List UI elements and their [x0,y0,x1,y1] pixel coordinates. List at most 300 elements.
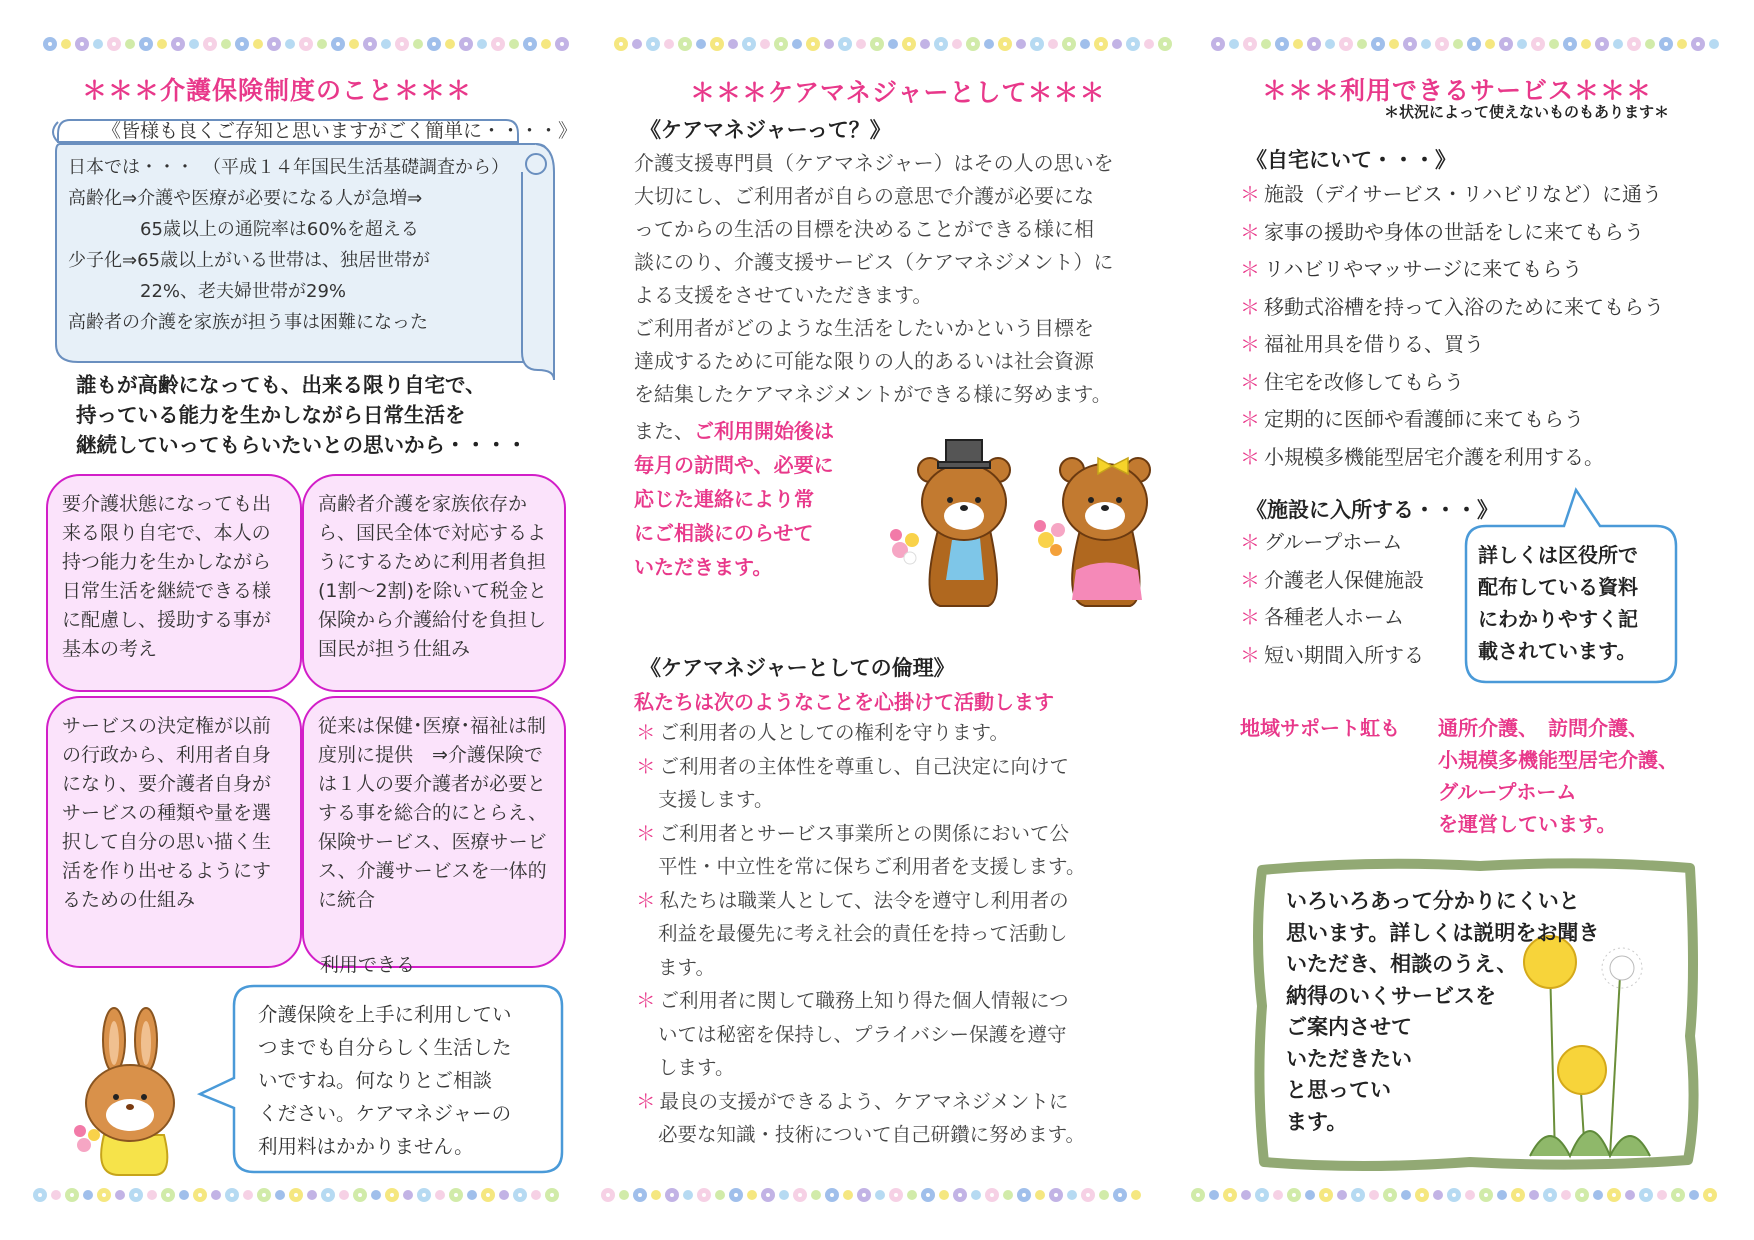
border-flower [619,1190,629,1200]
border-flower [651,1190,661,1200]
border-flower-center [1003,42,1007,46]
col2-subtitle-1: 《ケアマネジャーって？》 [640,118,891,142]
border-flower-center [1054,1193,1058,1197]
border-flower-center [1472,42,1476,46]
bubble-line: 利用料はかかりません。 [258,1135,474,1158]
ethic-line: ご利用者に関して職務上知り得た個人情報につ [659,989,1069,1012]
border-flower [509,39,519,49]
border-flower [1421,39,1431,49]
border-flower [1209,1190,1219,1200]
border-flower-center [144,42,148,46]
bullet-star: ＊ [636,989,656,1012]
border-flower-center [875,42,879,46]
border-flower-center [1568,42,1572,46]
scroll-header: 《皆様も良くご存知と思いますがごく簡単に・・・・》 [102,120,578,142]
border-flower-center [1228,1193,1232,1197]
border-flower [147,1190,157,1200]
border-flower [824,39,834,49]
bullet-star: ＊ [1240,369,1260,394]
scroll-text [68,152,508,338]
ethic-line: ご利用者の主体性を尊重し、自己決定に向けて [659,754,1070,778]
border-flower [1131,1190,1141,1200]
border-flower-center [747,42,751,46]
border-flower [1517,39,1527,49]
border-flower [1625,1190,1635,1200]
border-flower [1048,39,1058,49]
bullet-star: ＊ [1240,642,1260,667]
border-flower-center [651,42,655,46]
service-label: 家事の援助や身体の世話をしに来てもらう [1264,219,1644,244]
border-flower [179,1190,189,1200]
border-flower-center [294,1193,298,1197]
border-flower [1453,39,1463,49]
service-label: 定期的に医師や看護師に来てもらう [1264,407,1584,431]
border-flower-center [176,42,180,46]
facility-services-list [1240,524,1424,674]
border-flower-center [48,42,52,46]
border-flower [1689,1190,1699,1200]
border-flower-center [496,42,500,46]
border-flower [683,1190,693,1200]
para2-prefix: また、 [634,419,694,443]
bubble-line: つまでも自分らしく生活した [258,1036,512,1059]
border-flower-center [262,1193,266,1197]
org-line: を運営しています。 [1438,812,1617,836]
border-flower [381,39,391,49]
closing-line: いろいろあって分かりにくいと [1286,889,1580,913]
border-flower [1677,39,1687,49]
ethic-line: いては秘密を保持し、プライバシー保護を遵守 [658,1022,1067,1046]
border-flower-center [1216,42,1220,46]
bullet-star: ＊ [636,821,656,845]
border-flower-center [336,42,340,46]
border-flower-center [766,1193,770,1197]
para-line: 大切にし、ご利用者が自らの意思で介護が必要にな [634,184,1094,208]
border-flower-center [958,1193,962,1197]
border-flower-center [1086,1193,1090,1197]
intro-line: 誰もが高齢になっても、出来る限り自宅で、 [76,373,486,397]
service-item [1240,599,1424,637]
border-flower-center [1548,1193,1552,1197]
border-flower-center [1324,1193,1328,1197]
border-flower [339,1190,349,1200]
border-flower [221,39,231,49]
service-label: 住宅を改修してもらう [1264,369,1464,394]
border-flower-center [528,42,532,46]
ethic-line: 利益を最優先に考え社会的責任を持って活動し [658,922,1068,945]
border-flower [1305,1190,1315,1200]
service-item [1240,637,1424,675]
closing-line: 思います。詳しくは説明をお聞き [1286,920,1600,945]
border-flower-center [1632,42,1636,46]
scroll-line: 65歳以上の通院率は60%を超える [68,219,419,240]
scroll-line: 高齢化⇒介護や医療が必要になる人が急増⇒ [68,188,423,209]
concept-box-choice: サービスの決定権が以前の行政から、利用者自身になり、要介護者自身がサービスの種類や量を選択して自分の思い描く生活を作り出せるようにするための仕組み [46,696,302,968]
border-flower-center [830,1193,834,1197]
border-flower-center [550,1193,554,1197]
scroll-line: 高齢者の介護を家族が担う事は困難になった [68,312,428,333]
service-item [1240,524,1424,562]
para-line: 談にのり、介護支援サービス（ケアマネジメント）に [634,250,1114,274]
border-flower-center [670,1193,674,1197]
col3-subtitle-home: 《自宅にいて・・・》 [1246,148,1456,172]
bullet-star: ＊ [1240,444,1260,469]
service-item [1240,214,1664,252]
border-flower [83,1190,93,1200]
ethic-line: します。 [658,1056,735,1079]
concept-box-society: 高齢者介護を家族依存から、国民全体で対応するようにするために利用者負担(1割～2割)を除いて税金と保険から介護給付を負担し国民が担う仕組み [302,474,566,692]
border-flower [779,1190,789,1200]
border-flower-center [1484,1193,1488,1197]
border-flower-center [1118,1193,1122,1197]
border-flower-center [1312,42,1316,46]
bubble-line: にわかりやすく記 [1478,607,1638,631]
border-flower [349,39,359,49]
border-flower-center [1408,42,1412,46]
service-item [1240,251,1664,289]
org-services [1438,712,1678,840]
border-flower [413,39,423,49]
border-flower-center [1644,1193,1648,1197]
border-flower [531,1190,541,1200]
service-label: 各種老人ホーム [1264,605,1404,629]
border-flower [1067,1190,1077,1200]
home-services-list [1240,176,1664,476]
border-flower [61,39,71,49]
border-flower [1709,39,1719,49]
service-item [1240,176,1664,214]
border-flower [792,39,802,49]
border-flower [1369,1190,1379,1200]
border-flower [984,39,994,49]
para2-line: 応じた連絡により常 [634,487,814,511]
border-flower [1035,1190,1045,1200]
border-flower [715,1190,725,1200]
service-label: グループホーム [1264,530,1403,554]
bubble-line: 詳しくは区役所で [1478,543,1638,567]
border-flower-center [1022,1193,1026,1197]
bullet-star: ＊ [1240,182,1260,206]
border-flower-center [1420,1193,1424,1197]
border-flower-center [1676,1193,1680,1197]
border-flower [93,39,103,49]
border-flower-center [1196,1193,1200,1197]
box4-tail: 利用できる [320,954,416,976]
border-flower [939,1190,949,1200]
concept-box-integrated: 従来は保健･医療･福祉は制度別に提供 ⇒介護保険では１人の要介護者が必要とする事を総合的にとらえ、保険サービス、医療サービス、介護サービスを一体的に統合 [302,696,566,968]
org-line: 小規模多機能型居宅介護、 [1438,748,1678,772]
ethic-item [636,750,1085,817]
concept-box-home: 要介護状態になっても出来る限り自宅で、本人の持つ能力を生かしながら日常生活を継続できる様に配慮し、援助する事が基本の考え [46,474,302,692]
para-line: ってからの生活の目標を決めることができる様に相 [634,217,1094,241]
border-flower [856,39,866,49]
border-flower-center [1612,1193,1616,1197]
col3-bubble-text [1478,539,1638,667]
border-flower [1613,39,1623,49]
intro-line: 持っている能力を生かしながら日常生活を [76,403,466,427]
border-flower [971,1190,981,1200]
border-flower [1497,1190,1507,1200]
border-flower-center [80,42,84,46]
border-flower-center [230,1193,234,1197]
ethic-line: 平性・中立性を常に保ちご利用者を支援します。 [658,855,1086,878]
service-label: 福祉用具を借りる、買う [1264,332,1484,356]
flower-border-top-3 [1210,34,1730,54]
border-flower-center [1600,42,1604,46]
ethic-line: ご利用者の人としての権利を守ります。 [659,721,1009,744]
border-flower-center [304,42,308,46]
border-flower-center [1292,1193,1296,1197]
border-flower-center [1504,42,1508,46]
service-item [1240,289,1664,327]
border-flower [477,39,487,49]
border-flower-center [939,42,943,46]
bullet-star: ＊ [1240,605,1260,629]
bullet-star: ＊ [1240,567,1260,592]
flower-border-bottom-3 [1190,1185,1720,1205]
col3-title: ＊＊＊利用できるサービス＊＊＊ [1262,76,1653,105]
service-item [1240,439,1664,477]
border-flower [157,39,167,49]
border-flower [1357,39,1367,49]
org-line: 通所介護、 訪問介護、 [1438,716,1648,740]
col1-title: ＊＊＊介護保険制度のこと＊＊＊ [82,76,473,105]
border-flower [1293,39,1303,49]
border-flower [403,1190,413,1200]
ethic-line: ご利用者とサービス事業所との関係において公 [659,821,1070,845]
border-flower [1593,1190,1603,1200]
bubble-line: いですね。何なりとご相談 [258,1069,493,1092]
border-flower-center [272,42,276,46]
service-label: 小規模多機能型居宅介護を利用する。 [1264,444,1604,469]
closing-line: ます。 [1286,1109,1348,1134]
border-flower-center [358,1193,362,1197]
ethic-item [636,884,1085,985]
intro-line: 継続していってもらいたいとの思いから・・・・ [76,433,527,457]
org-line: グループホーム [1438,780,1577,804]
border-flower-center [811,42,815,46]
border-flower-center [1452,1193,1456,1197]
bullet-star: ＊ [1240,257,1260,281]
border-flower [811,1190,821,1200]
border-flower-center [432,42,436,46]
border-flower [1337,1190,1347,1200]
ethic-line: 最良の支援ができるよう、ケアマネジメントに [659,1089,1069,1113]
border-flower-center [1163,42,1167,46]
closing-line: ご案内させて [1286,1015,1412,1039]
border-flower [371,1190,381,1200]
border-flower-center [422,1193,426,1197]
border-flower [253,39,263,49]
border-flower-center [166,1193,170,1197]
service-item [1240,364,1664,402]
border-flower [888,39,898,49]
bubble-line: 配布している資料 [1478,575,1638,599]
border-flower [1433,1190,1443,1200]
border-flower-center [1035,42,1039,46]
para2-line: いただきます。 [634,555,773,579]
border-flower [875,1190,885,1200]
closing-line: いただきたい [1286,1046,1412,1071]
closing-line: と思ってい [1286,1078,1391,1102]
border-flower [1325,39,1335,49]
border-flower [275,1190,285,1200]
border-flower-center [1067,42,1071,46]
col2-para1 [634,147,1114,411]
border-flower-center [606,1193,610,1197]
border-flower-center [1344,42,1348,46]
border-flower [467,1190,477,1200]
border-flower [1144,39,1154,49]
bullet-star: ＊ [1240,407,1260,431]
border-flower [435,1190,445,1200]
ethics-list [636,716,1085,1152]
border-flower [1273,1190,1283,1200]
border-flower-center [560,42,564,46]
border-flower-center [683,42,687,46]
border-flower [499,1190,509,1200]
para2-line: にご相談にのらせて [634,521,814,545]
border-flower-center [1376,42,1380,46]
para2-line: ご利用開始後は [694,419,834,443]
service-label: リハビリやマッサージに来てもらう [1264,257,1583,281]
closing-line: 納得のいくサービスを [1286,983,1496,1008]
border-flower [1099,1190,1109,1200]
border-flower [1581,39,1591,49]
col3-subtitle-facility: 《施設に入所する・・・》 [1246,498,1498,522]
para-line: 達成するために可能な限りの人的あるいは社会資源 [634,349,1094,373]
border-flower-center [1099,42,1103,46]
col3-note: ＊状況によって使えないものもあります＊ [1384,103,1670,121]
border-flower [1229,39,1239,49]
border-flower-center [208,42,212,46]
border-flower [952,39,962,49]
ethic-line: 必要な知識・技術について自己研鑽に努めます。 [658,1123,1086,1146]
service-label: 移動式浴槽を持って入浴のために来てもらう [1264,294,1664,319]
border-flower [1485,39,1495,49]
border-flower [1465,1190,1475,1200]
border-flower-center [1260,1193,1264,1197]
ethic-item [636,984,1085,1085]
service-label: 短い期間入所する [1264,642,1424,667]
para-line: を結集したケアマネジメントができる様に努めます。 [634,382,1112,406]
bullet-star: ＊ [1240,294,1260,319]
border-flower [843,1190,853,1200]
border-flower [1549,39,1559,49]
org-label: 地域サポート虹も [1240,716,1400,740]
para2-line: 毎月の訪問や、必要に [634,453,834,477]
border-flower-center [102,1193,106,1197]
border-flower-center [368,42,372,46]
ethic-item [636,817,1085,884]
border-flower [307,1190,317,1200]
flower-border-bottom-2 [600,1185,1155,1205]
border-flower [632,39,642,49]
border-flower [285,39,295,49]
bullet-star: ＊ [636,721,656,744]
border-flower-center [907,42,911,46]
scroll-line: 日本では・・・ （平成１４年国民生活基礎調査から） [68,157,509,178]
col1-bubble-text [258,998,512,1163]
bubble-line: 載されています。 [1478,639,1637,663]
border-flower [1389,39,1399,49]
border-flower-center [638,1193,642,1197]
ethic-line: 私たちは職業人として、法令を遵守し利用者の [659,888,1069,912]
border-flower [728,39,738,49]
border-flower-center [326,1193,330,1197]
border-flower [696,39,706,49]
border-flower-center [1664,42,1668,46]
col2-title: ＊＊＊ケアマネジャーとして＊＊＊ [690,78,1106,107]
bubble-line: 介護保険を上手に利用してい [258,1003,512,1026]
border-flower-center [926,1193,930,1197]
service-item [1240,401,1664,439]
border-flower-center [134,1193,138,1197]
border-flower [664,39,674,49]
border-flower [1241,1190,1251,1200]
border-flower [1261,39,1271,49]
bear-couple-illustration [880,430,1170,610]
border-flower [1529,1190,1539,1200]
border-flower-center [734,1193,738,1197]
border-flower [243,1190,253,1200]
para-line: ご利用者がどのような生活をしたいかという目標を [634,316,1094,340]
border-flower [747,1190,757,1200]
border-flower-center [454,1193,458,1197]
border-flower-center [486,1193,490,1197]
border-flower [1080,39,1090,49]
bullet-star: ＊ [636,754,656,778]
border-flower-center [464,42,468,46]
border-flower-center [198,1193,202,1197]
border-flower-center [400,42,404,46]
border-flower-center [1131,42,1135,46]
col2-pink-heading: 私たちは次のようなことを心掛けて活動します [634,690,1054,714]
border-flower-center [862,1193,866,1197]
border-flower-center [1696,42,1700,46]
border-flower [1112,39,1122,49]
closing-line: いただき、相談のうえ、 [1286,952,1518,976]
border-flower [211,1190,221,1200]
border-flower-center [112,42,116,46]
border-flower-center [619,42,623,46]
border-flower [317,39,327,49]
border-flower-center [971,42,975,46]
border-flower-center [1536,42,1540,46]
rabbit-illustration [64,1005,194,1180]
border-flower-center [70,1193,74,1197]
border-flower-center [715,42,719,46]
bullet-star: ＊ [1240,219,1260,244]
border-flower-center [990,1193,994,1197]
border-flower [115,1190,125,1200]
scroll-line: 少子化⇒65歳以上がいる世帯は、独居世帯が [68,250,430,271]
border-flower [1003,1190,1013,1200]
flower-border-top-1 [42,34,572,54]
border-flower-center [1708,1193,1712,1197]
scroll-line: 22%、老夫婦世帯が29% [68,281,347,302]
bullet-star: ＊ [636,888,656,912]
bullet-star: ＊ [636,1089,656,1113]
border-flower-center [390,1193,394,1197]
service-label: 施設（デイサービス・リハビリなど）に通う [1264,182,1662,206]
bullet-star: ＊ [1240,332,1260,356]
para-line: よる支援をさせていただきます。 [634,283,933,307]
border-flower [907,1190,917,1200]
border-flower-center [1440,42,1444,46]
border-flower [125,39,135,49]
ethic-line: 支援します。 [658,788,774,811]
